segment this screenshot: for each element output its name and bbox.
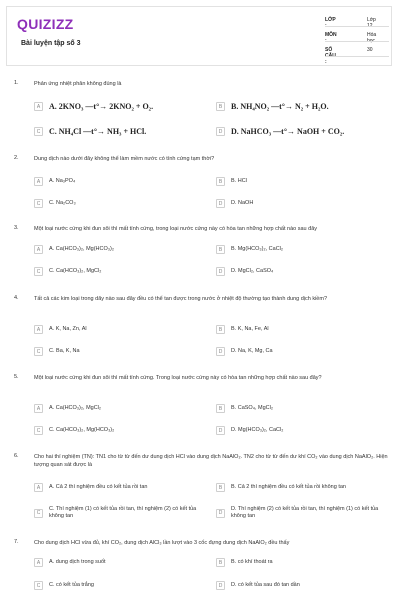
option-letter: C — [34, 509, 43, 518]
mon-label: MÔN : — [325, 32, 337, 44]
option-letter: C — [34, 267, 43, 276]
question-number: 1. — [14, 80, 19, 86]
option-c[interactable] — [34, 125, 146, 138]
option-d[interactable] — [216, 265, 273, 278]
question-number: 4. — [14, 295, 19, 301]
option-text: A. Na₃PO₄ — [49, 178, 76, 184]
option-text: D. NaOH — [231, 200, 254, 206]
option-text: D. MgCl₂, CaSO₄ — [231, 268, 274, 274]
question-4 — [14, 295, 390, 360]
option-letter: D — [216, 509, 225, 518]
option-letter: D — [216, 426, 225, 435]
option-letter: A — [34, 558, 43, 567]
option-text: B. CaSO₄, MgCl₂ — [231, 405, 273, 411]
question-number: 7. — [14, 539, 19, 545]
option-text: B. NH₄NO₂ —t°→ N₂ + H₂O. — [231, 102, 329, 111]
option-text: B. HCl — [231, 178, 247, 184]
option-text: A. Ca(HCO₃)₂, MgCl₂ — [49, 405, 102, 411]
option-text: C. Thí nghiệm (1) có kết tủa rồi tan, thí nghiệm (2) có kết tủa không tan — [49, 506, 197, 519]
option-letter: B — [216, 102, 225, 111]
option-d[interactable] — [216, 424, 283, 437]
option-b[interactable] — [216, 100, 329, 113]
socau-value: 30 — [367, 47, 373, 53]
question-2 — [14, 155, 390, 215]
option-letter: D — [216, 199, 225, 208]
option-text: A. dung dịch trong suốt — [49, 559, 106, 565]
option-text: D. NaHCO₃ —t°→ NaOH + CO₂. — [231, 127, 345, 136]
option-b[interactable] — [216, 556, 273, 569]
option-letter: B — [216, 558, 225, 567]
option-text: A. Ca(HCO₃)₂, Mg(HCO₃)₂ — [49, 246, 114, 252]
option-c[interactable] — [34, 579, 94, 592]
option-c[interactable] — [34, 424, 114, 437]
option-letter: A — [34, 404, 43, 413]
option-letter: B — [216, 483, 225, 492]
option-letter: C — [34, 127, 43, 136]
socau-label: SỐ CÂU : — [325, 47, 336, 65]
option-d[interactable] — [216, 504, 391, 522]
option-a[interactable] — [34, 243, 114, 256]
option-a[interactable] — [34, 481, 147, 494]
option-letter: A — [34, 245, 43, 254]
option-a[interactable] — [34, 556, 106, 569]
option-a[interactable] — [34, 323, 87, 336]
option-text: D. Na, K, Mg, Ca — [231, 348, 273, 354]
question-text: Cho hai thí nghiệm (TN): TN1 cho từ từ đến dư dung dịch HCl vào dung dịch NaAlO₂. TN2 cho từ từ đến dư khí CO₂ vào dung dịch NaAlO₂. Hiện tượng quan sát được là — [34, 454, 388, 468]
option-d[interactable] — [216, 125, 344, 138]
option-letter: B — [216, 177, 225, 186]
option-text: D. Mg(HCO₃)₂, CaCl₂ — [231, 427, 284, 433]
option-text: B. Cả 2 thí nghiệm đều có kết tủa rồi không tan — [231, 484, 346, 490]
option-letter: A — [34, 102, 43, 111]
option-letter: D — [216, 347, 225, 356]
option-text: B. có khí thoát ra — [231, 559, 273, 565]
option-text: C. có kết tủa trắng — [49, 582, 94, 588]
option-text: A. Cả 2 thí nghiệm đều có kết tủa rồi tan — [49, 484, 148, 490]
option-c[interactable] — [34, 345, 80, 358]
option-d[interactable] — [216, 579, 300, 592]
option-letter: D — [216, 127, 225, 136]
question-number: 5. — [14, 374, 19, 380]
option-letter: A — [34, 325, 43, 334]
option-c[interactable] — [34, 504, 209, 522]
option-b[interactable] — [216, 323, 269, 336]
option-b[interactable] — [216, 402, 273, 415]
worksheet-header — [6, 6, 392, 66]
question-5 — [14, 374, 390, 439]
question-text: Phản ứng nhiệt phân không đúng là — [34, 81, 122, 87]
option-letter: D — [216, 267, 225, 276]
option-text: C. Ca(HCO₃)₂, MgCl₂ — [49, 268, 102, 274]
lop-value: Lớp 12 — [367, 17, 376, 29]
option-letter: B — [216, 325, 225, 334]
option-b[interactable] — [216, 175, 247, 188]
question-1 — [14, 80, 390, 140]
lop-label: LỚP : — [325, 17, 336, 29]
question-number: 6. — [14, 453, 19, 459]
option-text: D. có kết tủa sau đó tan dần — [231, 582, 300, 588]
option-letter: A — [34, 177, 43, 186]
option-text: D. Thí nghiệm (2) có kết tủa rồi tan, thí nghiệm (1) có kết tủa không tan — [231, 506, 379, 519]
option-d[interactable] — [216, 345, 273, 358]
option-c[interactable] — [34, 197, 76, 210]
option-text: C. Ba, K, Na — [49, 348, 80, 354]
option-a[interactable] — [34, 175, 75, 188]
question-text: Dung dịch nào dưới đây không thể làm mềm nước có tính cứng tạm thời? — [34, 156, 215, 162]
option-letter: C — [34, 426, 43, 435]
option-c[interactable] — [34, 265, 101, 278]
mon-value: Hóa học — [367, 32, 377, 44]
option-letter: C — [34, 581, 43, 590]
option-letter: D — [216, 581, 225, 590]
option-text: B. Mg(HCO₃)₂, CaCl₂ — [231, 246, 284, 252]
option-letter: C — [34, 199, 43, 208]
option-text: C. Ca(HCO₃)₂, Mg(HCO₃)₂ — [49, 427, 115, 433]
option-letter: A — [34, 483, 43, 492]
question-text: Cho dung dịch HCl vừa đủ, khí CO₂, dung dịch AlCl₃ lần lượt vào 3 cốc đựng dung dịch NaAlO₂ đều thấy — [34, 540, 290, 546]
question-text: Một loại nước cứng khi đun sôi thì mất tính cứng. Trong loại nước cứng này có hòa tan những hợp chất nào sau đây? — [34, 375, 322, 381]
question-text: Tất cả các kim loại trong dãy nào sau đây đều có thể tan được trong nước ở nhiệt độ thường tạo thành dung dịch kiềm? — [34, 296, 328, 302]
option-text: A. 2KNO₃ —t°→ 2KNO₂ + O₂. — [49, 102, 154, 111]
question-number: 3. — [14, 225, 19, 231]
option-d[interactable] — [216, 197, 253, 210]
quizizz-logo: QUIZIZZ — [17, 16, 74, 32]
question-7 — [14, 539, 390, 599]
option-letter: B — [216, 245, 225, 254]
option-text: C. Na₂CO₃ — [49, 200, 76, 206]
option-a[interactable] — [34, 100, 153, 113]
option-letter: B — [216, 404, 225, 413]
option-letter: C — [34, 347, 43, 356]
option-a[interactable] — [34, 402, 101, 415]
option-b[interactable] — [216, 481, 346, 494]
option-b[interactable] — [216, 243, 283, 256]
page-title: Bài luyện tập số 3 — [21, 40, 81, 47]
question-3 — [14, 225, 390, 285]
question-text: Một loại nước cứng khi đun sôi thì mất tính cứng, trong loại nước cứng này có hòa tan những hợp chất nào sau đây — [34, 226, 318, 232]
option-text: C. NH₄Cl —t°→ NH₃ + HCl. — [49, 127, 147, 136]
option-text: A. K, Na, Zn, Al — [49, 326, 87, 332]
option-text: B. K, Na, Fe, Al — [231, 326, 269, 332]
question-6 — [14, 453, 390, 533]
question-number: 2. — [14, 155, 19, 161]
